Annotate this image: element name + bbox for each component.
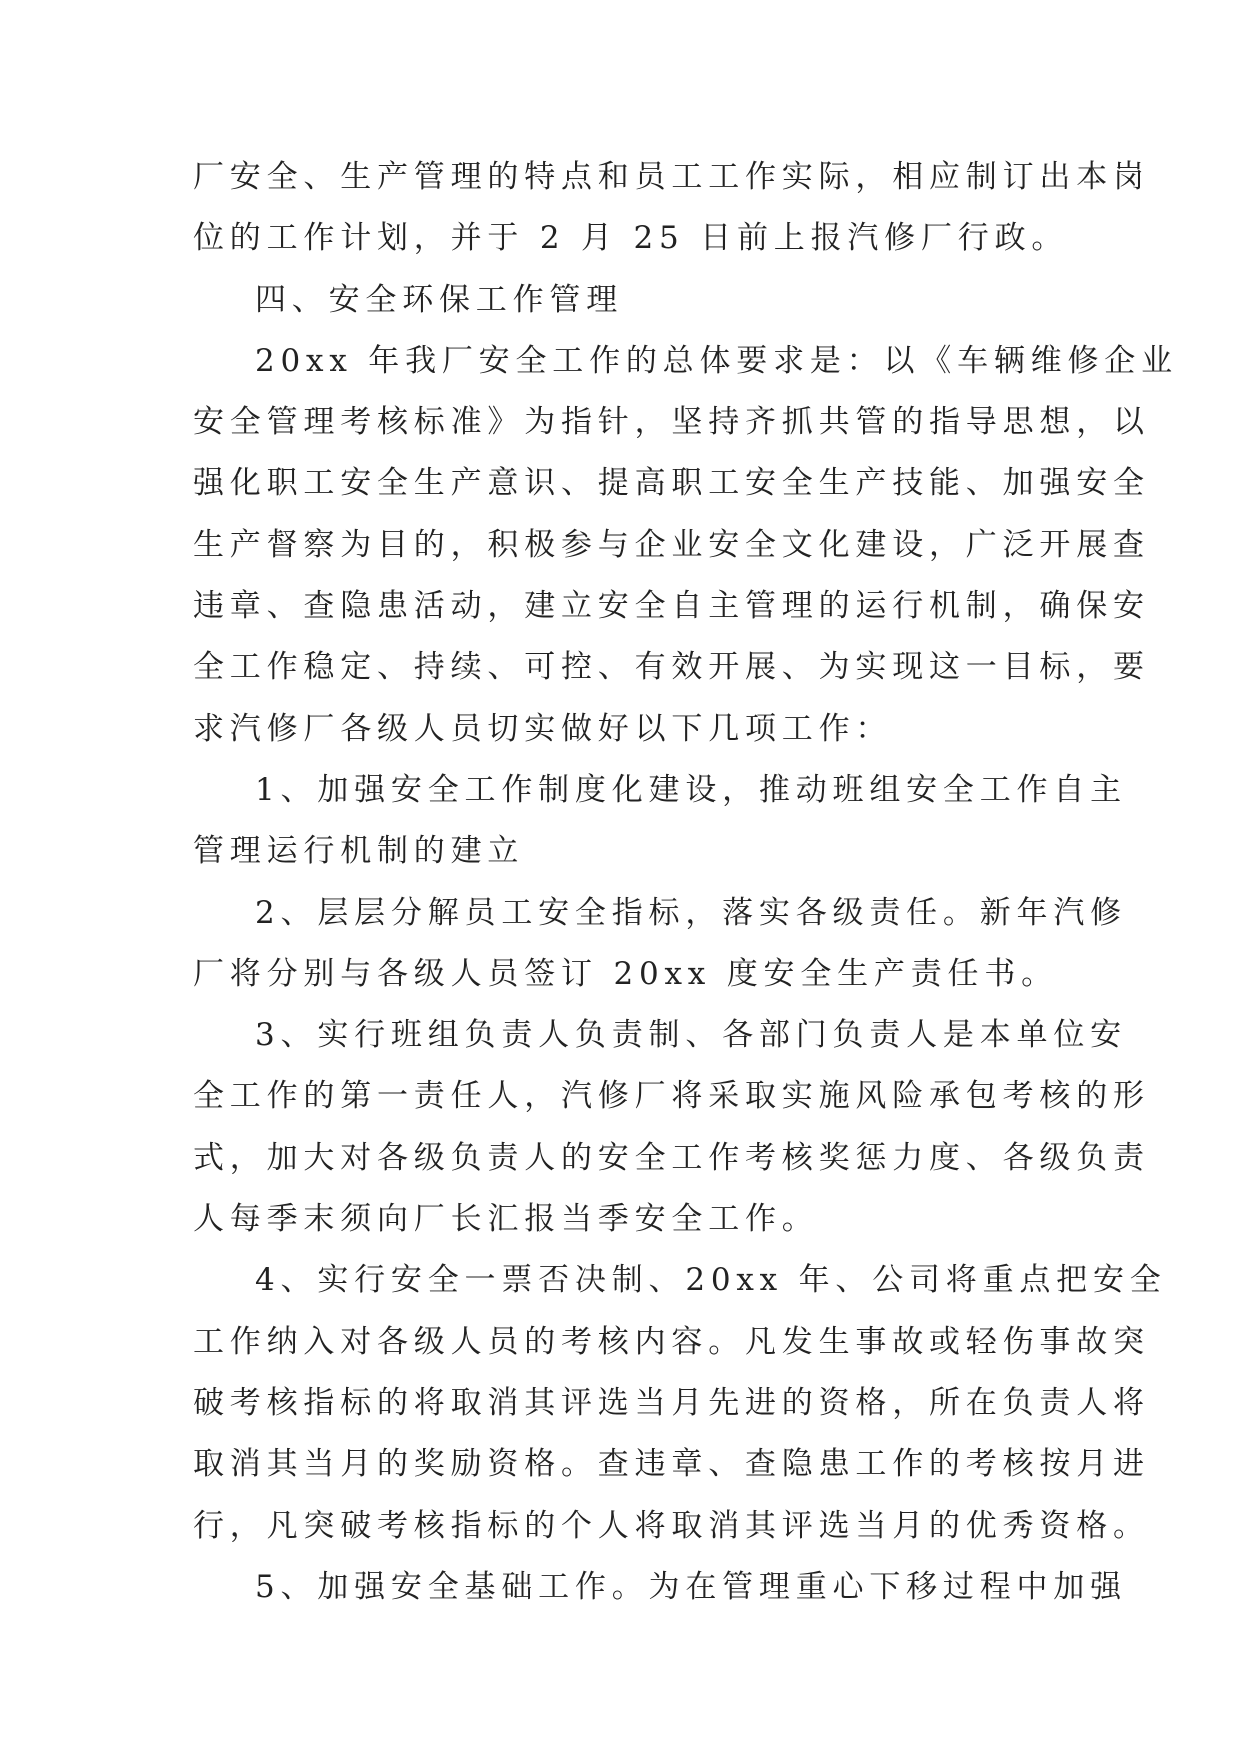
text-line: 人每季末须向厂长汇报当季安全工作。 <box>193 1201 819 1238</box>
text-line: 工作纳入对各级人员的考核内容。凡发生事故或轻伤事故突 <box>193 1323 1150 1360</box>
list-item-4: 4、实行安全一票否决制、20xx 年、公司将重点把安全 <box>255 1262 1167 1299</box>
text-line: 强化职工安全生产意识、提高职工安全生产技能、加强安全 <box>193 465 1150 502</box>
text-line: 20xx 年我厂安全工作的总体要求是：以《车辆维修企业 <box>255 342 1178 379</box>
text-line: 破考核指标的将取消其评选当月先进的资格，所在负责人将 <box>193 1384 1150 1421</box>
text-line: 管理运行机制的建立 <box>193 833 525 870</box>
text-line: 全工作的第一责任人，汽修厂将采取实施风险承包考核的形 <box>193 1078 1150 1115</box>
list-item-1: 1、加强安全工作制度化建设，推动班组安全工作自主 <box>255 771 1127 808</box>
list-item-5: 5、加强安全基础工作。为在管理重心下移过程中加强 <box>255 1568 1127 1605</box>
list-item-3: 3、实行班组负责人负责制、各部门负责人是本单位安 <box>255 1017 1127 1054</box>
section-heading: 四、安全环保工作管理 <box>255 281 623 318</box>
text-line: 安全管理考核标准》为指针，坚持齐抓共管的指导思想，以 <box>193 404 1150 441</box>
text-line: 违章、查隐患活动，建立安全自主管理的运行机制，确保安 <box>193 588 1150 625</box>
text-line: 全工作稳定、持续、可控、有效开展、为实现这一目标，要 <box>193 649 1150 686</box>
text-line: 式，加大对各级负责人的安全工作考核奖惩力度、各级负责 <box>193 1139 1150 1176</box>
text-line: 厂将分别与各级人员签订 20xx 度安全生产责任书。 <box>193 955 1058 992</box>
list-item-2: 2、层层分解员工安全指标，落实各级责任。新年汽修 <box>255 894 1127 931</box>
text-line: 厂安全、生产管理的特点和员工工作实际，相应制订出本岗 <box>193 159 1150 195</box>
text-line: 求汽修厂各级人员切实做好以下几项工作： <box>193 710 893 747</box>
document-page <box>193 147 1178 1618</box>
text-line: 取消其当月的奖励资格。查违章、查隐患工作的考核按月进 <box>193 1446 1150 1483</box>
text-line: 行，凡突破考核指标的个人将取消其评选当月的优秀资格。 <box>193 1507 1150 1544</box>
text-line: 生产督察为目的，积极参与企业安全文化建设，广泛开展查 <box>193 526 1150 563</box>
text-line: 位的工作计划，并于 2 月 25 日前上报汽修厂行政。 <box>193 220 1069 257</box>
